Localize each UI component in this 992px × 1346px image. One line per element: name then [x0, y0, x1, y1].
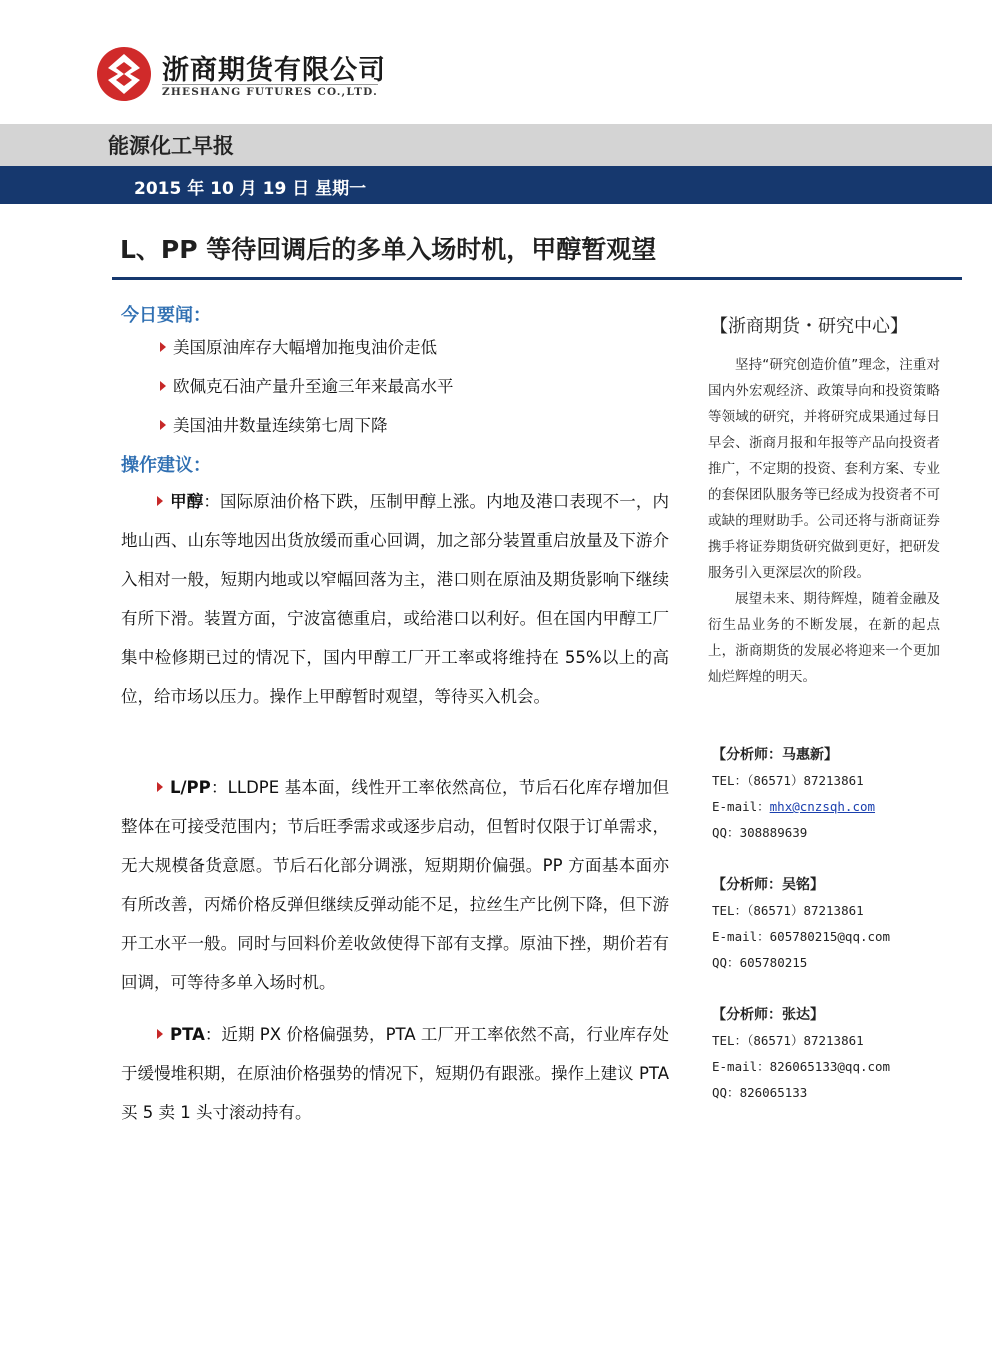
today-news-heading: 今日要闻：: [121, 305, 211, 326]
advice-lead: 甲醇: [170, 492, 204, 511]
news-item: [160, 334, 437, 358]
company-logo: [96, 44, 396, 104]
analyst-email: E-mail：605780215@qq.com: [712, 929, 891, 944]
analyst-email-text: 605780215@qq.com: [769, 929, 891, 944]
headline-divider: [112, 277, 962, 280]
news-item: [160, 373, 454, 397]
report-headline: L、PP 等待回调后的多单入场时机，甲醇暂观望: [120, 235, 657, 264]
advice-lead: PTA: [170, 1025, 205, 1044]
news-item-text: 欧佩克石油产量升至逾三年来最高水平: [173, 377, 454, 396]
news-item-text: 美国原油库存大幅增加拖曳油价走低: [173, 338, 437, 357]
report-date-band: [0, 166, 992, 204]
advice-heading: 操作建议：: [121, 455, 211, 476]
analyst-qq: QQ：605780215: [712, 955, 808, 970]
sidebar-intro: [708, 352, 940, 690]
analyst-email: E-mail：826065133@qq.com: [712, 1059, 891, 1074]
analyst-email: E-mail：mhx@cnzsqh.com: [712, 799, 876, 814]
advice-text: ：国际原油价格下跌，压制甲醇上涨。内地及港口表现不一，内地山西、山东等地因出货放缓而重心回调，加之部分装置重启放量及下游介入相对一般，短期内地或以窄幅回落为主，港口则在原油及期货影响下继续有所下滑。装置方面，宁波富德重启，或给港口以利好。但在国内甲醇工厂集中检修期已过的情况下，国内甲醇工厂开工率或将维持在 55%以上的高位，给市场以压力。操作上甲醇暂时观望，等待买入机会。: [121, 492, 670, 706]
bullet-triangle-icon: [160, 342, 166, 352]
bullet-triangle-icon: [157, 1029, 163, 1039]
advice-paragraph-pta: [121, 1015, 669, 1132]
report-title: 能源化工早报: [108, 134, 234, 158]
advice-text: ：近期 PX 价格偏强势，PTA 工厂开工率依然不高，行业库存处于缓慢堆积期，在原油价格强势的情况下，短期仍有跟涨。操作上建议 PTA 买 5 卖 1 头寸滚动持有。: [121, 1025, 669, 1122]
analyst-name: 【分析师：马惠新】: [712, 747, 838, 763]
analyst-tel: TEL：（86571）87213861: [712, 773, 864, 788]
analyst-card: [712, 872, 952, 976]
analyst-card: [712, 1002, 952, 1106]
advice-paragraph-lpp: [121, 768, 669, 1002]
sidebar-paragraph: 展望未来、期待辉煌，随着金融及衍生品业务的不断发展，在新的起点上，浙商期货的发展必将迎来一个更加灿烂辉煌的明天。: [708, 591, 940, 685]
news-item: [160, 412, 388, 436]
analyst-email-link[interactable]: mhx@cnzsqh.com: [769, 799, 876, 814]
bullet-triangle-icon: [157, 496, 163, 506]
analyst-qq: QQ：308889639: [712, 825, 808, 840]
report-date: 2015 年 10 月 19 日 星期一: [134, 179, 367, 199]
bullet-triangle-icon: [157, 782, 163, 792]
analyst-card: [712, 742, 952, 846]
analyst-tel: TEL：（86571）87213861: [712, 903, 864, 918]
analyst-qq: QQ：826065133: [712, 1085, 808, 1100]
analyst-tel: TEL：（86571）87213861: [712, 1033, 864, 1048]
news-item-text: 美国油井数量连续第七周下降: [173, 416, 388, 435]
analyst-email-text: 826065133@qq.com: [769, 1059, 891, 1074]
company-name-en: ZHESHANG FUTURES CO.,LTD.: [162, 86, 378, 98]
advice-lead: L/PP: [170, 778, 211, 797]
sidebar-paragraph: 坚持“研究创造价值”理念，注重对国内外宏观经济、政策导向和投资策略等领域的研究，并将研究成果通过每日早会、浙商月报和年报等产品向投资者推广，不定期的投资、套利方案、专业的套保团队服务等已经成为投资者不可或缺的理财助手。公司还将与浙商证券携手将证券期货研究做到更好，把研发服务引入更深层次的阶段。: [708, 357, 940, 581]
bullet-triangle-icon: [160, 420, 166, 430]
sidebar-heading: 【浙商期货・研究中心】: [710, 316, 908, 337]
analyst-name: 【分析师：张达】: [712, 1007, 824, 1023]
bullet-triangle-icon: [160, 381, 166, 391]
zheshang-logo-icon: [96, 46, 152, 102]
company-name-cn: 浙商期货有限公司: [162, 55, 386, 86]
report-title-band: [0, 124, 992, 166]
advice-paragraph-methanol: [121, 482, 669, 716]
analyst-name: 【分析师：吴铭】: [712, 877, 824, 893]
advice-text: ：LLDPE 基本面，线性开工率依然高位，节后石化库存增加但整体在可接受范围内；节后旺季需求或逐步启动，但暂时仅限于订单需求，无大规模备货意愿。节后石化部分调涨，短期期价偏强。PP 方面基本面亦有所改善，丙烯价格反弹但继续反弹动能不足，拉丝生产比例下降，但下游开工水平一般。同时与回料价差收敛使得下部有支撑。原油下挫，期价若有回调，可等待多单入场时机。: [121, 778, 669, 992]
